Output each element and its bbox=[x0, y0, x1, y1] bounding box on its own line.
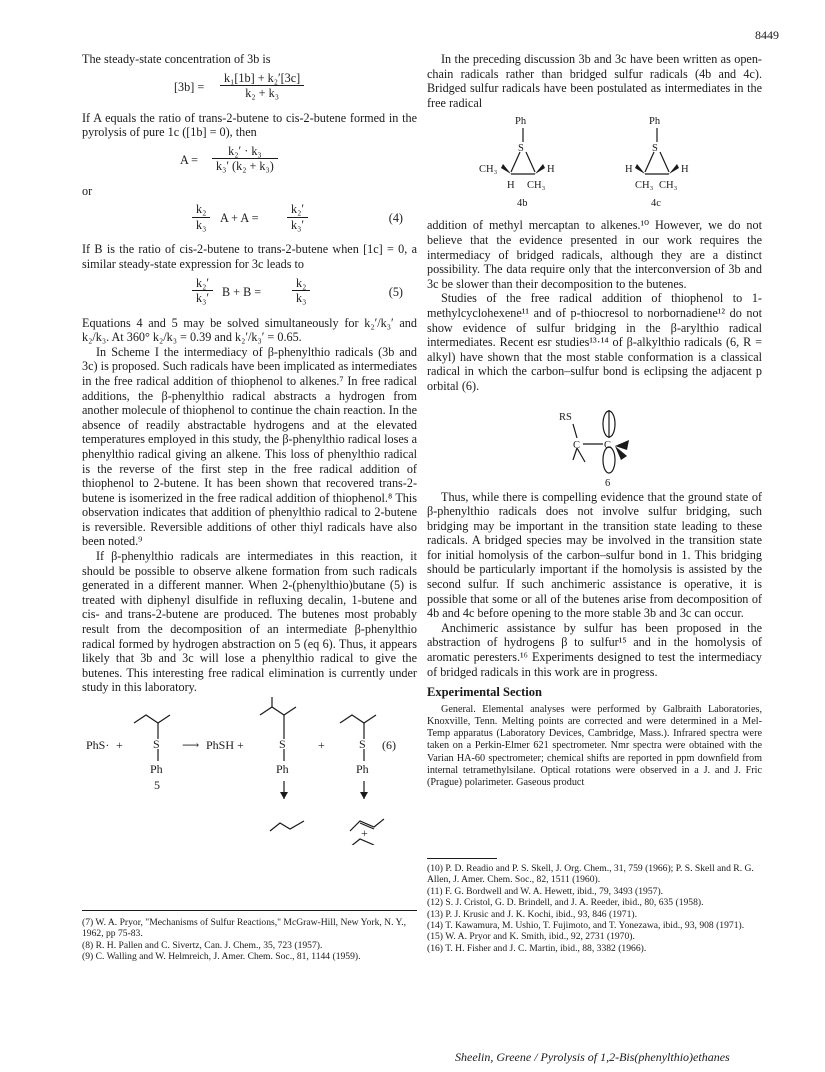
solve-paragraph: Equations 4 and 5 may be solved simultaneously for k₂′/k₃′ and k₂/k₃. At 360° k₂/k₃ = 0.39 and k₂′/k₃′ = 0.65. bbox=[82, 315, 417, 345]
plus-sign: + bbox=[361, 826, 368, 840]
page-number: 8449 bbox=[755, 28, 779, 42]
reaction-scheme-6 bbox=[82, 695, 417, 845]
equation-fraction bbox=[192, 202, 210, 232]
phenyl-group: Ph bbox=[150, 762, 163, 776]
equation-lhs: A = bbox=[180, 152, 199, 167]
fraction-numerator: k₂′ · k₃ bbox=[212, 144, 278, 160]
equation-fraction bbox=[212, 144, 278, 174]
studies-paragraph: Studies of the free radical addition of thiophenol to 1-methylcyclohexene¹¹ and of p-thiocresol to norbornadiene¹² do not show evidence of sulfur bridging in the β-arylthio radical intermediates. Recent esr studies¹³·¹⁴ of β-alkylthio radicals (6, R = alkyl) have shown that the most stable conformation is a classical radical in which the carbon–sulfur bond is eclipsing the adjacent p orbital (6). bbox=[427, 291, 762, 393]
experimental-general-paragraph: General. Elemental analyses were performed by Galbraith Laboratories, Knoxville, Tenn. Melting points are corrected and were determined in a Mel-Temp apparatus (Laboratory Devices, Cambridge, Mass.). Infrared spectra were taken on a Perkin-Elmer 621 spectrometer. Nmr spectra were obtained with the Varian HA-60 spectrometer; chemical shifts are reported in ppm downfield from internal tetramethylsilane. Optical rotations were observed in a J. and J. Fric (Prague) polarimeter. Gaseous product bbox=[427, 703, 762, 789]
ratio-A-paragraph: If A equals the ratio of trans-2-butene to cis-2-butene formed in the pyrolysis of pure 1c ([1b] = 0), then bbox=[82, 110, 417, 140]
fraction-numerator: k₂ bbox=[292, 276, 310, 292]
hydrogen-atom: H bbox=[625, 164, 633, 176]
equation-fraction bbox=[220, 71, 304, 101]
compound-label-6: 6 bbox=[605, 477, 611, 489]
alkene-formation-paragraph: If β-phenylthio radicals are intermediates in this reaction, it should be possible to observe alkene formation from such radicals generated in a different manner. When 2-(phenylthio)butane (5) is treated with diphenyl disulfide in refluxing decalin, 1-butene and cis- and trans-2-butene are produced. The butenes most probably result from the decomposition of an intermediate β-phenylthio radical formed by hydrogen abstraction on 5 (eq 6). Thus, it appears likely that 3b and 3c will lose a phenylthio radical to give the butenes. This interesting free radical elimination is currently under study in this laboratory. bbox=[82, 549, 417, 695]
footnote: (12) S. J. Cristol, G. D. Brindell, and J. A. Reeder, ibid., 80, 635 (1958). bbox=[427, 897, 704, 909]
equation-number: (6) bbox=[382, 738, 396, 752]
left-footnotes bbox=[82, 910, 417, 963]
phsh-product: PhSH + bbox=[206, 738, 244, 752]
footnote-rule bbox=[427, 858, 497, 859]
footnote: (13) P. J. Krusic and J. K. Kochi, ibid., 93, 846 (1971). bbox=[427, 908, 637, 920]
sulfur-atom: S bbox=[518, 143, 524, 155]
phenyl-group: Ph bbox=[276, 762, 289, 776]
ratio-B-paragraph: If B is the ratio of cis-2-butene to trans-2-butene when [1c] = 0, a similar steady-state expression for 3c leads to bbox=[82, 242, 417, 271]
sulfur-atom: S bbox=[359, 737, 366, 751]
equation-A bbox=[82, 144, 417, 178]
compound-label-4b: 4b bbox=[517, 198, 528, 210]
or-text: or bbox=[82, 183, 93, 198]
footnote: (16) T. H. Fisher and J. C. Martin, ibid., 88, 3382 (1966). bbox=[427, 942, 647, 954]
fraction-denominator: k₃ bbox=[296, 291, 307, 306]
fraction-denominator: k₂ + k₃ bbox=[245, 86, 279, 101]
fraction-numerator: k₂ bbox=[192, 202, 210, 218]
reaction-arrow: ⟶ bbox=[182, 738, 200, 752]
right-column bbox=[427, 52, 762, 789]
hydrogen-atom: H bbox=[507, 180, 515, 192]
fraction-numerator: k₂′ bbox=[192, 276, 213, 292]
footnote: (7) W. A. Pryor, "Mechanisms of Sulfur Reactions," McGraw-Hill, New York, N. Y., 1962, pp 75-83. bbox=[82, 917, 407, 940]
methyl-group: CH₃ bbox=[479, 164, 498, 176]
left-column bbox=[82, 52, 417, 845]
footnote: (11) F. G. Bordwell and W. A. Hewett, ibid., 79, 3493 (1957). bbox=[427, 885, 664, 897]
right-footnotes bbox=[427, 858, 762, 954]
equation-fraction bbox=[287, 202, 308, 232]
fraction-denominator: k₃ bbox=[196, 217, 207, 232]
methyl-group: CH₃ bbox=[659, 180, 678, 192]
structure-6 bbox=[427, 394, 762, 490]
fraction-denominator: k₃′ (k₂ + k₃) bbox=[216, 159, 274, 174]
equation-number: (4) bbox=[388, 211, 403, 226]
hydrogen-atom: H bbox=[547, 164, 555, 176]
running-footer: Sheelin, Greene / Pyrolysis of 1,2-Bis(phenylthio)ethanes bbox=[455, 1050, 730, 1064]
plus-sign: + bbox=[116, 738, 123, 752]
equation-3b bbox=[82, 71, 417, 105]
methyl-group: CH₃ bbox=[635, 180, 654, 192]
equation-5 bbox=[82, 276, 417, 310]
footnote: (15) W. A. Pryor and K. Smith, ibid., 92, 2731 (1970). bbox=[427, 931, 635, 943]
anchimeric-paragraph: Anchimeric assistance by sulfur has been proposed in the abstraction of hydrogens β to sulfur¹⁵ and in the homolysis of aromatic peresters.¹⁶ Experiments designed to test the intermediacy of bridged radicals in this work are in progress. bbox=[427, 620, 762, 679]
hydrogen-atom: H bbox=[681, 164, 689, 176]
sulfur-atom: S bbox=[652, 143, 658, 155]
fraction-numerator: k₂′ bbox=[287, 202, 308, 218]
carbon-atom: C bbox=[573, 439, 581, 451]
phenyl-group: Ph bbox=[515, 116, 527, 128]
bridging-paragraph: Thus, while there is compelling evidence that the ground state of β-phenylthio radicals does not involve sulfur bridging, such bridging may be important in the transition state leading to these radicals. A bridged species may be involved in the transition state for initial homolysis of the carbon–sulfur bond in 1. This bridging should be particularly important if the homolysis is assisted by the second sulfur. If such anchimeric assistance is operative, it is possible that some or all of the butenes arise from decomposition of 4b and 4c before opening to the more stable 3b and 3c can occur. bbox=[427, 489, 762, 621]
sulfur-atom: S bbox=[279, 737, 286, 751]
fraction-denominator: k₃′ bbox=[291, 217, 305, 232]
carbon-atom: C bbox=[604, 439, 612, 451]
footnote: (10) P. D. Readio and P. S. Skell, J. Org. Chem., 31, 759 (1966); P. S. Skell and R. G. Allen, J. Amer. Chem. Soc., 82, 1511 (1960). bbox=[427, 863, 754, 886]
phenyl-group: Ph bbox=[649, 116, 661, 128]
plus-sign: + bbox=[318, 738, 325, 752]
footnote: (8) R. H. Pallen and C. Sivertz, Can. J. Chem., 35, 723 (1957). bbox=[82, 939, 323, 951]
compound-label-5: 5 bbox=[154, 778, 160, 792]
equation-fraction bbox=[192, 276, 213, 306]
structures-4b-4c bbox=[427, 110, 762, 218]
phs-radical: PhS· bbox=[86, 738, 110, 752]
methyl-mercaptan-paragraph: addition of methyl mercaptan to alkenes.¹⁰ However, we do not believe that the evidence presented in our work requires the intermediacy of bridged radicals, although they are a distinct possibility. The data require only that the interconversion of 3b and 3c be slower than their decomposition to the butenes. bbox=[427, 218, 762, 291]
equation-lhs: [3b] = bbox=[174, 79, 205, 94]
bridged-radicals-paragraph: In the preceding discussion 3b and 3c have been written as open-chain radicals rather than bridged sulfur radicals (4b and 4c). Bridged sulfur radicals have been postulated as intermediates in the free radical bbox=[427, 52, 762, 110]
compound-label-4c: 4c bbox=[651, 198, 661, 210]
footnote: (9) C. Walling and W. Helmreich, J. Amer. Chem. Soc., 81, 1144 (1959). bbox=[82, 951, 361, 963]
equation-number: (5) bbox=[388, 284, 403, 299]
scheme-paragraph: In Scheme I the intermediacy of β-phenylthio radicals (3b and 3c) is proposed. Such radicals have been implicated as intermediates in the free radical addition of thiophenol to alkenes.⁷ In free radical additions, the β-phenylthio radical abstracts a hydrogen from another molecule of thiophenol to continue the chain reaction. In the absence of readily abstractable hydrogens and at the elevated temperatures employed in this study, the β-phenylthio radical loses a phenylthio radical giving an alkene. This loss of phenylthio radical is the reverse of the first step in the free radical addition of thiophenol to 2-butene. It has been shown that recovered trans-2-butene is isomerized in the free radical addition of thiophenol.⁸ This observation indicates that addition of phenylthio radical to 2-butene is reversible. Reversible additions of other thiyl radicals have also been noted.⁹ bbox=[82, 344, 417, 549]
equation-middle: A + A = bbox=[220, 211, 259, 226]
equation-fraction bbox=[292, 276, 310, 306]
phenyl-group: Ph bbox=[356, 762, 369, 776]
equation-4 bbox=[82, 202, 417, 236]
methyl-group: CH₃ bbox=[527, 180, 546, 192]
rs-group: RS bbox=[559, 411, 572, 423]
equation-middle: B + B = bbox=[222, 284, 262, 299]
section-heading: Experimental Section bbox=[427, 685, 542, 700]
fraction-numerator: k₁[1b] + k₂′[3c] bbox=[220, 71, 304, 87]
footnote: (14) T. Kawamura, M. Ushio, T. Fujimoto, and T. Yonezawa, ibid., 93, 908 (1971). bbox=[427, 920, 745, 932]
sulfur-atom: S bbox=[153, 737, 160, 751]
fraction-denominator: k₃′ bbox=[196, 291, 210, 306]
intro-paragraph: The steady-state concentration of 3b is bbox=[82, 52, 271, 66]
